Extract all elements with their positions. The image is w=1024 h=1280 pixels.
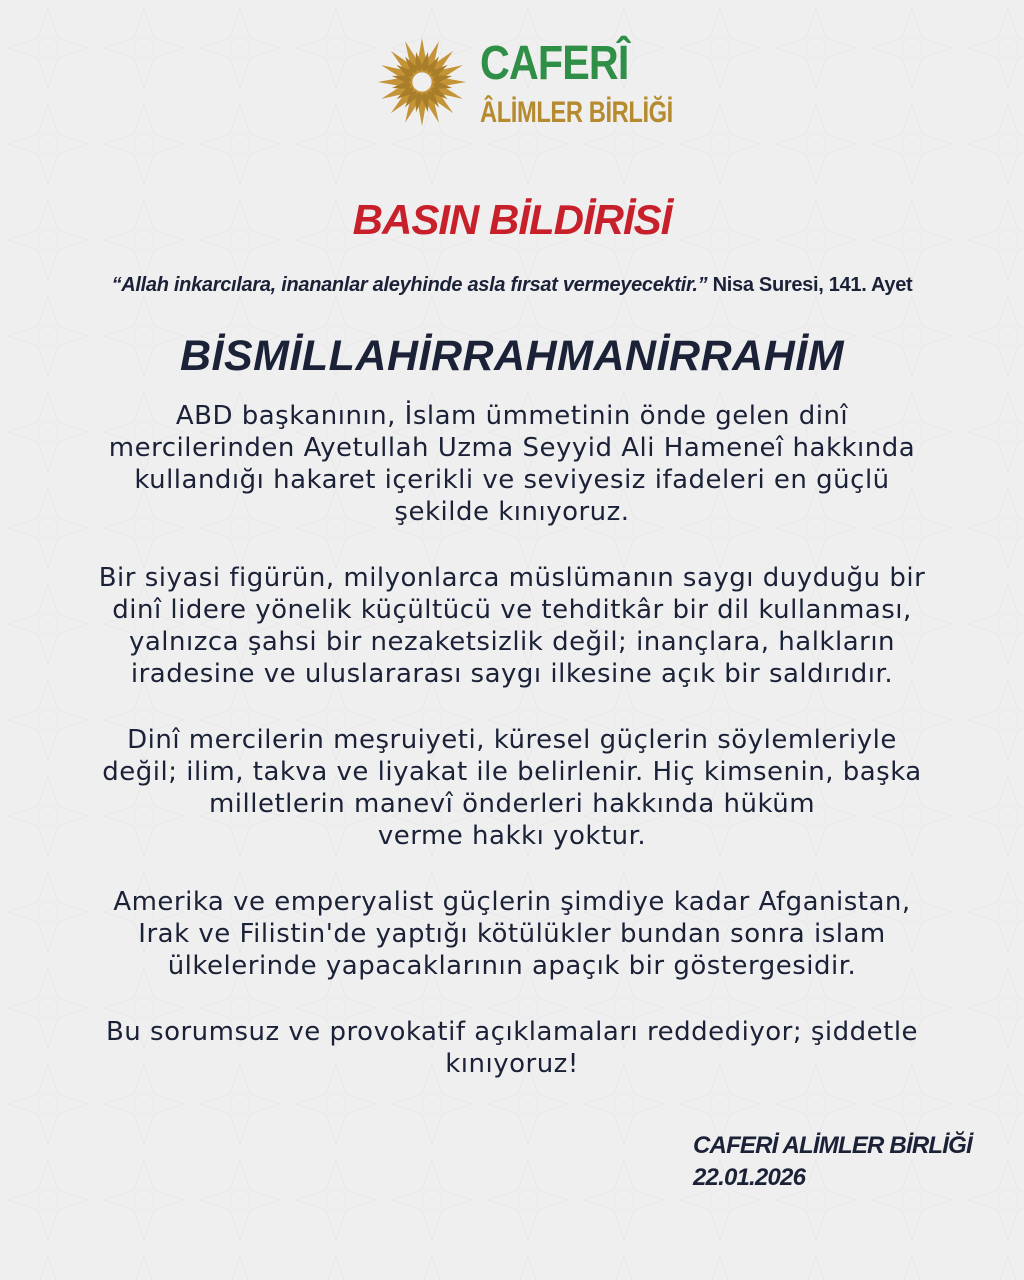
paragraph-line: Amerika ve emperyalist güçlerin şimdiye kadar Afganistan, [113,887,911,917]
signature-block [693,1130,972,1194]
paragraph-line: ülkelerinde yapacaklarının apaçık bir göstergesidir. [167,951,857,981]
paragraph-line: Dinî mercilerin meşruiyeti, küresel güçlerin söylemleriyle [127,725,897,755]
statement-body [52,400,972,1114]
signature-date: 22.01.2026 [693,1164,806,1191]
statement-paragraph [52,1016,972,1080]
paragraph-line: kullandığı hakaret içerikli ve seviyesiz ifadeleri en güçlü [134,465,890,495]
golden-sunburst-icon [374,34,470,130]
paragraph-line: değil; ilim, takva ve liyakat ile belirlenir. Hiç kimsenin, başka [102,757,922,787]
paragraph-line: verme hakkı yoktur. [377,821,647,851]
paragraph-line: Irak ve Filistin'de yaptığı kötülükler bundan sonra islam [138,919,886,949]
paragraph-line: Bir siyasi figürün, milyonlarca müslümanın saygı duyduğu bir [98,563,926,593]
press-release-heading: BASIN BİLDİRİSİ [352,196,672,243]
verse-citation [0,272,1024,298]
statement-paragraph [52,886,972,982]
statement-paragraph [52,400,972,528]
organization-logo [374,34,673,134]
verse-reference: Nisa Suresi, 141. Ayet [712,274,913,296]
basmala-heading: BİSMİLLAHİRRAHMANİRRAHİM [179,332,845,380]
paragraph-line: iradesine ve uluslararası saygı ilkesine açık bir saldırıdır. [130,659,894,689]
paragraph-line: yalnızca şahsi bir nezaketsizlik değil; inançlara, halkların [128,627,896,657]
organization-title: CAFERÎ [480,37,629,90]
paragraph-line: kınıyoruz! [445,1049,579,1079]
organization-subtitle: ÂLİMLER BİRLİĞİ [480,96,673,129]
verse-quote: “Allah inkarcılara, inananlar aleyhinde asla fırsat vermeyecektir.” [111,274,708,296]
paragraph-line: şekilde kınıyoruz. [394,497,630,527]
paragraph-line: mercilerinden Ayetullah Uzma Seyyid Ali Hameneî hakkında [108,433,916,463]
statement-paragraph [52,724,972,852]
paragraph-line: ABD başkanının, İslam ümmetinin önde gelen dinî [175,401,849,431]
paragraph-line: milletlerin manevî önderleri hakkında hüküm [208,789,816,819]
signature-name: CAFERİ ALİMLER BİRLİĞİ [693,1132,972,1159]
paragraph-line: Bu sorumsuz ve provokatif açıklamaları reddediyor; şiddetle [105,1017,919,1047]
statement-paragraph [52,562,972,690]
paragraph-line: dinî lidere yönelik küçültücü ve tehditkâr bir dil kullanması, [112,595,912,625]
